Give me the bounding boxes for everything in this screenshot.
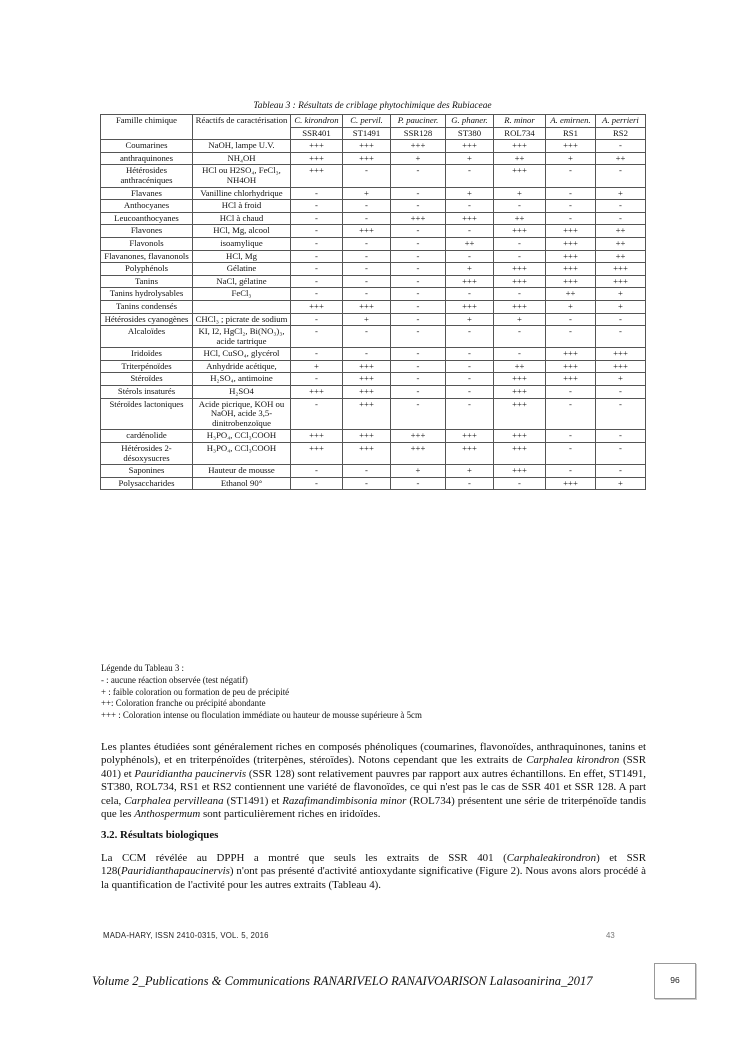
- result-cell: -: [494, 326, 546, 348]
- result-cell: -: [494, 348, 546, 361]
- table-row: [101, 237, 646, 250]
- result-cell: +: [391, 465, 446, 478]
- reagent-cell: Acide picrique, KOH ou NaOH, acide 3,5-dinitrobenzoïque: [193, 398, 291, 430]
- reagent-cell: H₃PO₄, CCl₃COOH: [193, 443, 291, 465]
- page-box: 96: [654, 963, 696, 999]
- result-cell: -: [391, 300, 446, 313]
- table-row: [101, 300, 646, 313]
- result-cell: -: [291, 200, 343, 213]
- result-cell: +++: [494, 140, 546, 153]
- result-cell: +++: [546, 237, 596, 250]
- result-cell: +: [596, 477, 646, 490]
- result-cell: +++: [446, 430, 494, 443]
- table-row: [101, 250, 646, 263]
- reagent-cell: NaOH, lampe U.V.: [193, 140, 291, 153]
- result-cell: ++: [596, 225, 646, 238]
- result-cell: +: [546, 152, 596, 165]
- result-cell: -: [291, 288, 343, 301]
- result-cell: -: [391, 373, 446, 386]
- reagent-cell: Gélatine: [193, 263, 291, 276]
- results-paragraph: Les plantes étudiées sont généralement riches en composés phénoliques (coumarines, flavonoïdes, anthraquinones, tanins et polyphénols), et en triterpénoïdes (triterpènes, stéroïdes). Notons cependant que les extraits de Carphalea kirondron (SSR 401) et Pauridiantha paucinervis (SSR 128) sont relativement pauvres par rapport aux autres échantillons. En effet, ST1491, ST380, ROL734, RS1 et RS2 contiennent une variété de flavonoïdes, ce qui n'est pas le cas de SSR 401 et SSR 128. A part cela, Carphalea pervilleana (ST1491) et Razafimandimbisonia minor (ROL734) présentent une série de triterpénoïde tandis que les Anthospermum sont particulièrement riches en iridoïdes.: [101, 741, 646, 821]
- result-cell: -: [291, 313, 343, 326]
- legend-line: + : faible coloration ou formation de peu de précipité: [101, 686, 290, 697]
- result-cell: +++: [343, 386, 391, 399]
- header-code: RS1: [546, 127, 596, 140]
- table-row: [101, 275, 646, 288]
- result-cell: +++: [546, 250, 596, 263]
- result-cell: ++: [494, 212, 546, 225]
- table-row: [101, 373, 646, 386]
- result-cell: -: [343, 237, 391, 250]
- result-cell: +++: [446, 212, 494, 225]
- result-cell: -: [494, 477, 546, 490]
- result-cell: +++: [391, 443, 446, 465]
- family-cell: Flavanones, flavanonols: [101, 250, 193, 263]
- volume-line: Volume 2_Publications & Communications RANARIVELO RANAIVOARISON Lalasoanirina_2017: [92, 974, 593, 988]
- result-cell: +: [446, 187, 494, 200]
- header-species: C. kirondron: [291, 115, 343, 128]
- result-cell: +++: [546, 275, 596, 288]
- result-cell: +: [596, 288, 646, 301]
- result-cell: -: [391, 237, 446, 250]
- header-code: SSR128: [391, 127, 446, 140]
- result-cell: +++: [291, 443, 343, 465]
- result-cell: +++: [494, 373, 546, 386]
- result-cell: +++: [596, 360, 646, 373]
- family-cell: Iridoïdes: [101, 348, 193, 361]
- result-cell: ++: [494, 360, 546, 373]
- result-cell: +++: [546, 225, 596, 238]
- result-cell: -: [391, 348, 446, 361]
- result-cell: +++: [343, 373, 391, 386]
- result-cell: -: [446, 348, 494, 361]
- result-cell: -: [391, 398, 446, 430]
- result-cell: -: [596, 465, 646, 478]
- table-legend: [101, 663, 646, 722]
- result-cell: +++: [343, 443, 391, 465]
- family-cell: Tanins condensés: [101, 300, 193, 313]
- result-cell: ++: [546, 288, 596, 301]
- result-cell: -: [596, 443, 646, 465]
- family-cell: Anthocyanes: [101, 200, 193, 213]
- table-row: [101, 225, 646, 238]
- result-cell: +++: [546, 373, 596, 386]
- table-row: [101, 360, 646, 373]
- result-cell: +++: [446, 275, 494, 288]
- reagent-cell: Vanilline chlorhydrique: [193, 187, 291, 200]
- result-cell: -: [291, 225, 343, 238]
- family-cell: cardénolide: [101, 430, 193, 443]
- header-code: RS2: [596, 127, 646, 140]
- result-cell: +: [494, 313, 546, 326]
- header-species: R. minor: [494, 115, 546, 128]
- result-cell: -: [446, 250, 494, 263]
- result-cell: +++: [343, 430, 391, 443]
- result-cell: +++: [494, 386, 546, 399]
- result-cell: -: [596, 326, 646, 348]
- table-row: [101, 165, 646, 187]
- result-cell: +++: [546, 348, 596, 361]
- result-cell: -: [291, 477, 343, 490]
- result-cell: +++: [494, 165, 546, 187]
- table-row: [101, 187, 646, 200]
- result-cell: -: [291, 237, 343, 250]
- result-cell: ++: [596, 250, 646, 263]
- reagent-cell: HCl ou H2SO₄, FeCl₃, NH4OH: [193, 165, 291, 187]
- result-cell: -: [446, 477, 494, 490]
- result-cell: -: [596, 212, 646, 225]
- result-cell: -: [343, 250, 391, 263]
- table-row: [101, 140, 646, 153]
- result-cell: -: [494, 250, 546, 263]
- header-family: Famille chimique: [101, 115, 193, 140]
- result-cell: +: [446, 465, 494, 478]
- result-cell: -: [494, 237, 546, 250]
- family-cell: Leucoanthocyanes: [101, 212, 193, 225]
- result-cell: -: [546, 212, 596, 225]
- header-species: C. pervil.: [343, 115, 391, 128]
- result-cell: +++: [343, 398, 391, 430]
- result-cell: +++: [343, 360, 391, 373]
- table-row: [101, 263, 646, 276]
- result-cell: +++: [291, 152, 343, 165]
- result-cell: -: [546, 165, 596, 187]
- header-reagents: Réactifs de caractérisation: [193, 115, 291, 140]
- header-code: ROL734: [494, 127, 546, 140]
- family-cell: Coumarines: [101, 140, 193, 153]
- result-cell: -: [343, 288, 391, 301]
- reagent-cell: CHCl₃ ; picrate de sodium: [193, 313, 291, 326]
- result-cell: +: [494, 187, 546, 200]
- result-cell: +: [596, 300, 646, 313]
- reagent-cell: H₃PO₄, CCl₃COOH: [193, 430, 291, 443]
- result-cell: -: [446, 200, 494, 213]
- result-cell: -: [343, 275, 391, 288]
- family-cell: Alcaloïdes: [101, 326, 193, 348]
- reagent-cell: HCl, Mg, alcool: [193, 225, 291, 238]
- result-cell: -: [343, 326, 391, 348]
- result-cell: -: [391, 275, 446, 288]
- result-cell: +++: [446, 140, 494, 153]
- result-cell: -: [446, 398, 494, 430]
- result-cell: ++: [446, 237, 494, 250]
- result-cell: -: [546, 313, 596, 326]
- result-cell: -: [446, 373, 494, 386]
- result-cell: +++: [291, 140, 343, 153]
- result-cell: -: [546, 443, 596, 465]
- result-cell: +++: [494, 263, 546, 276]
- table-row: [101, 443, 646, 465]
- legend-line: +++ : Coloration intense ou floculation immédiate ou hauteur de mousse supérieure à 5cm: [101, 710, 422, 721]
- page-number: 43: [606, 931, 615, 940]
- table-caption: Tableau 3 : Résultats de criblage phytochimique des Rubiaceae: [253, 101, 492, 111]
- family-cell: anthraquinones: [101, 152, 193, 165]
- result-cell: -: [343, 477, 391, 490]
- result-cell: -: [546, 200, 596, 213]
- result-cell: +++: [494, 443, 546, 465]
- result-cell: +++: [494, 398, 546, 430]
- result-cell: +++: [546, 263, 596, 276]
- legend-line: ++: Coloration franche ou précipité abondante: [101, 698, 266, 709]
- reagent-cell: KI, I2, HgCl₂, Bi(NO₃)₃, acide tartrique: [193, 326, 291, 348]
- family-cell: Hétérosides 2-désoxysucres: [101, 443, 193, 465]
- result-cell: -: [343, 212, 391, 225]
- result-cell: +++: [343, 225, 391, 238]
- result-cell: +++: [546, 140, 596, 153]
- result-cell: -: [596, 386, 646, 399]
- result-cell: +++: [494, 275, 546, 288]
- header-code: ST1491: [343, 127, 391, 140]
- result-cell: -: [546, 430, 596, 443]
- result-cell: +++: [546, 477, 596, 490]
- result-cell: +++: [494, 300, 546, 313]
- result-cell: +: [343, 187, 391, 200]
- result-cell: +++: [446, 300, 494, 313]
- result-cell: +++: [546, 360, 596, 373]
- result-cell: -: [391, 386, 446, 399]
- reagent-cell: Hauteur de mousse: [193, 465, 291, 478]
- reagent-cell: Ethanol 90°: [193, 477, 291, 490]
- reagent-cell: H₂SO4: [193, 386, 291, 399]
- result-cell: -: [391, 326, 446, 348]
- result-cell: +: [291, 360, 343, 373]
- result-cell: -: [391, 313, 446, 326]
- result-cell: -: [494, 200, 546, 213]
- result-cell: -: [494, 288, 546, 301]
- result-cell: +: [446, 263, 494, 276]
- result-cell: -: [391, 187, 446, 200]
- result-cell: -: [291, 250, 343, 263]
- result-cell: +: [596, 187, 646, 200]
- result-cell: +++: [494, 430, 546, 443]
- result-cell: -: [446, 288, 494, 301]
- result-cell: +: [391, 152, 446, 165]
- reagent-cell: HCl, Mg: [193, 250, 291, 263]
- result-cell: -: [391, 360, 446, 373]
- table-row: [101, 313, 646, 326]
- header-species: G. phaner.: [446, 115, 494, 128]
- reagent-cell: HCl à chaud: [193, 212, 291, 225]
- result-cell: +: [446, 313, 494, 326]
- result-cell: +++: [596, 275, 646, 288]
- result-cell: +++: [494, 225, 546, 238]
- result-cell: -: [343, 348, 391, 361]
- result-cell: -: [291, 465, 343, 478]
- table-row: [101, 430, 646, 443]
- result-cell: -: [446, 326, 494, 348]
- result-cell: -: [546, 326, 596, 348]
- reagent-cell: Anhydride acétique,: [193, 360, 291, 373]
- result-cell: ++: [596, 152, 646, 165]
- reagent-cell: HCl, CuSO₄, glycérol: [193, 348, 291, 361]
- table-row: [101, 288, 646, 301]
- result-cell: -: [546, 187, 596, 200]
- family-cell: Triterpénoïdes: [101, 360, 193, 373]
- reagent-cell: FeCl₃: [193, 288, 291, 301]
- result-cell: +: [596, 373, 646, 386]
- result-cell: -: [446, 225, 494, 238]
- result-cell: -: [343, 165, 391, 187]
- result-cell: -: [391, 250, 446, 263]
- result-cell: ++: [494, 152, 546, 165]
- table-row: [101, 326, 646, 348]
- result-cell: -: [291, 187, 343, 200]
- result-cell: -: [343, 465, 391, 478]
- table-row: [101, 212, 646, 225]
- family-cell: Stéroïdes: [101, 373, 193, 386]
- family-cell: Tanins hydrolysables: [101, 288, 193, 301]
- result-cell: +++: [343, 140, 391, 153]
- result-cell: +++: [391, 430, 446, 443]
- biological-paragraph: La CCM révélée au DPPH a montré que seuls les extraits de SSR 401 (Carphaleakirondron) et SSR 128(Pauridianthapaucinervis) n'ont pas présenté d'activité antioxydante significative (Figure 2). Nous avons alors procédé à la quantification de l'activité pour les autres extraits (Tableau 4).: [101, 852, 646, 891]
- reagent-cell: H₂SO₄, antimoine: [193, 373, 291, 386]
- reagent-cell: isoamylique: [193, 237, 291, 250]
- family-cell: Hétérosides anthracéniques: [101, 165, 193, 187]
- result-cell: -: [391, 165, 446, 187]
- section-heading: 3.2. Résultats biologiques: [101, 829, 219, 841]
- result-cell: -: [391, 225, 446, 238]
- header-code: SSR401: [291, 127, 343, 140]
- result-cell: ++: [596, 237, 646, 250]
- table-row: [101, 465, 646, 478]
- reagent-cell: NH₄OH: [193, 152, 291, 165]
- result-cell: -: [391, 263, 446, 276]
- result-cell: -: [291, 263, 343, 276]
- result-cell: +: [446, 152, 494, 165]
- result-cell: -: [291, 373, 343, 386]
- result-cell: +++: [391, 212, 446, 225]
- family-cell: Stérols insaturés: [101, 386, 193, 399]
- result-cell: -: [446, 360, 494, 373]
- result-cell: +++: [291, 386, 343, 399]
- header-species: A. perrieri: [596, 115, 646, 128]
- table-row: [101, 386, 646, 399]
- table-row: [101, 200, 646, 213]
- journal-footer: MADA-HARY, ISSN 2410-0315, VOL. 5, 2016: [103, 931, 269, 940]
- result-cell: -: [596, 313, 646, 326]
- family-cell: Polyphénols: [101, 263, 193, 276]
- result-cell: -: [391, 200, 446, 213]
- result-cell: -: [391, 288, 446, 301]
- legend-line: - : aucune réaction observée (test négatif): [101, 674, 248, 685]
- result-cell: -: [596, 430, 646, 443]
- header-species: P. pauciner.: [391, 115, 446, 128]
- result-cell: +++: [343, 300, 391, 313]
- result-cell: -: [596, 140, 646, 153]
- result-cell: -: [546, 465, 596, 478]
- result-cell: +++: [494, 465, 546, 478]
- result-cell: -: [391, 477, 446, 490]
- family-cell: Hétérosides cyanogènes: [101, 313, 193, 326]
- result-cell: +++: [343, 152, 391, 165]
- result-cell: -: [291, 398, 343, 430]
- results-table: [100, 114, 646, 490]
- table-row: [101, 398, 646, 430]
- result-cell: +++: [291, 430, 343, 443]
- family-cell: Polysaccharides: [101, 477, 193, 490]
- header-code: ST380: [446, 127, 494, 140]
- result-cell: +++: [596, 348, 646, 361]
- result-cell: +++: [596, 263, 646, 276]
- family-cell: Tanins: [101, 275, 193, 288]
- result-cell: +++: [446, 443, 494, 465]
- result-cell: -: [343, 200, 391, 213]
- family-cell: Stéroïdes lactoniques: [101, 398, 193, 430]
- result-cell: +: [343, 313, 391, 326]
- result-cell: -: [291, 326, 343, 348]
- reagent-cell: NaCl, gélatine: [193, 275, 291, 288]
- result-cell: -: [546, 398, 596, 430]
- result-cell: +: [546, 300, 596, 313]
- result-cell: -: [291, 275, 343, 288]
- result-cell: -: [546, 386, 596, 399]
- table-row: [101, 477, 646, 490]
- family-cell: Flavones: [101, 225, 193, 238]
- result-cell: -: [596, 200, 646, 213]
- header-species: A. emirnen.: [546, 115, 596, 128]
- family-cell: Saponines: [101, 465, 193, 478]
- result-cell: -: [291, 212, 343, 225]
- result-cell: -: [446, 386, 494, 399]
- result-cell: -: [596, 165, 646, 187]
- result-cell: +++: [291, 165, 343, 187]
- table-row: [101, 348, 646, 361]
- reagent-cell: [193, 300, 291, 313]
- result-cell: -: [291, 348, 343, 361]
- result-cell: -: [596, 398, 646, 430]
- result-cell: +++: [391, 140, 446, 153]
- table-row: [101, 152, 646, 165]
- family-cell: Flavanes: [101, 187, 193, 200]
- result-cell: -: [446, 165, 494, 187]
- legend-title: Légende du Tableau 3 :: [101, 663, 185, 673]
- family-cell: Flavonols: [101, 237, 193, 250]
- result-cell: +++: [291, 300, 343, 313]
- reagent-cell: HCl à froid: [193, 200, 291, 213]
- result-cell: -: [343, 263, 391, 276]
